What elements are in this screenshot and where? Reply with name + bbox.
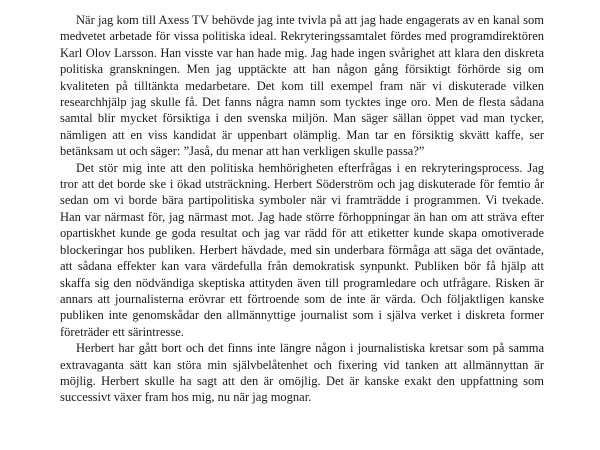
paragraph-1: När jag kom till Axess TV behövde jag inte tvivla på att jag hade engagerats av en kanal som medvetet arbetade för vissa politiska ideal. Rekryteringssamtalet fördes med programdirektören Karl Olov Larsson. Han visste var han hade mig. Jag hade ingen svårighet att klara den diskreta politiska granskningen. Men jag upptäckte att han någon gång försiktigt förhörde sig om kvaliteten på tilltänkta medarbetare. Det kom till exempel fram när vi diskuterade vilken researchhjälp jag skulle få. Det fanns några namn som tycktes inge oro. Men de flesta sådana samtal blir mycket försiktiga i den svenska miljön. Man säger sällan öppet vad man tycker, nämligen att en viss kandidat är uppenbart olämplig. Man tar en försiktig skvätt kaffe, ser betänksam ut och säger: ”Jaså, du menar att han verkligen skulle passa?” [60, 13, 544, 159]
document-page [60, 12, 544, 406]
paragraph-2: Det stör mig inte att den politiska hemhörigheten efterfrågas i en rekryteringsprocess. Jag tror att det borde ske i ökad utsträckning. Herbert Söderström och jag diskuterade för femtio år sedan om vi borde bära partipolitiska symboler när vi framträdde i programmen. Vi tvekade. Han var närmast för, jag närmast mot. Jag hade större förhoppningar än han om att sträva efter opartiskhet kunde ge goda resultat och jag var rädd för att etiketter kunde skapa omotiverade blockeringar hos publiken. Herbert hävdade, med sin underbara förmåga att säga det oväntade, att sådana effekter kan vara värdefulla från demokratisk synpunkt. Publiken bör få hjälp att skaffa sig den nödvändiga skeptiska attityden även till programledare och utfrågare. Risken är annars att journalisterna erövrar ett förtroende som de inte är värda. Och följaktligen kanske publiken inte genomskådar den allmännyttige journalist som i själva verket i diskreta former företräder ett särintresse. [60, 160, 544, 339]
paragraph-3: Herbert har gått bort och det finns inte längre någon i journalistiska kretsar som på samma extravaganta sätt kan störa min självbelåtenhet och fixering vid tanken att allmännyttan är möjlig. Herbert skulle ha sagt att den är omöjlig. Det är kanske exakt den uppfattning som successivt växer fram hos mig, nu när jag mognar. [60, 341, 544, 405]
